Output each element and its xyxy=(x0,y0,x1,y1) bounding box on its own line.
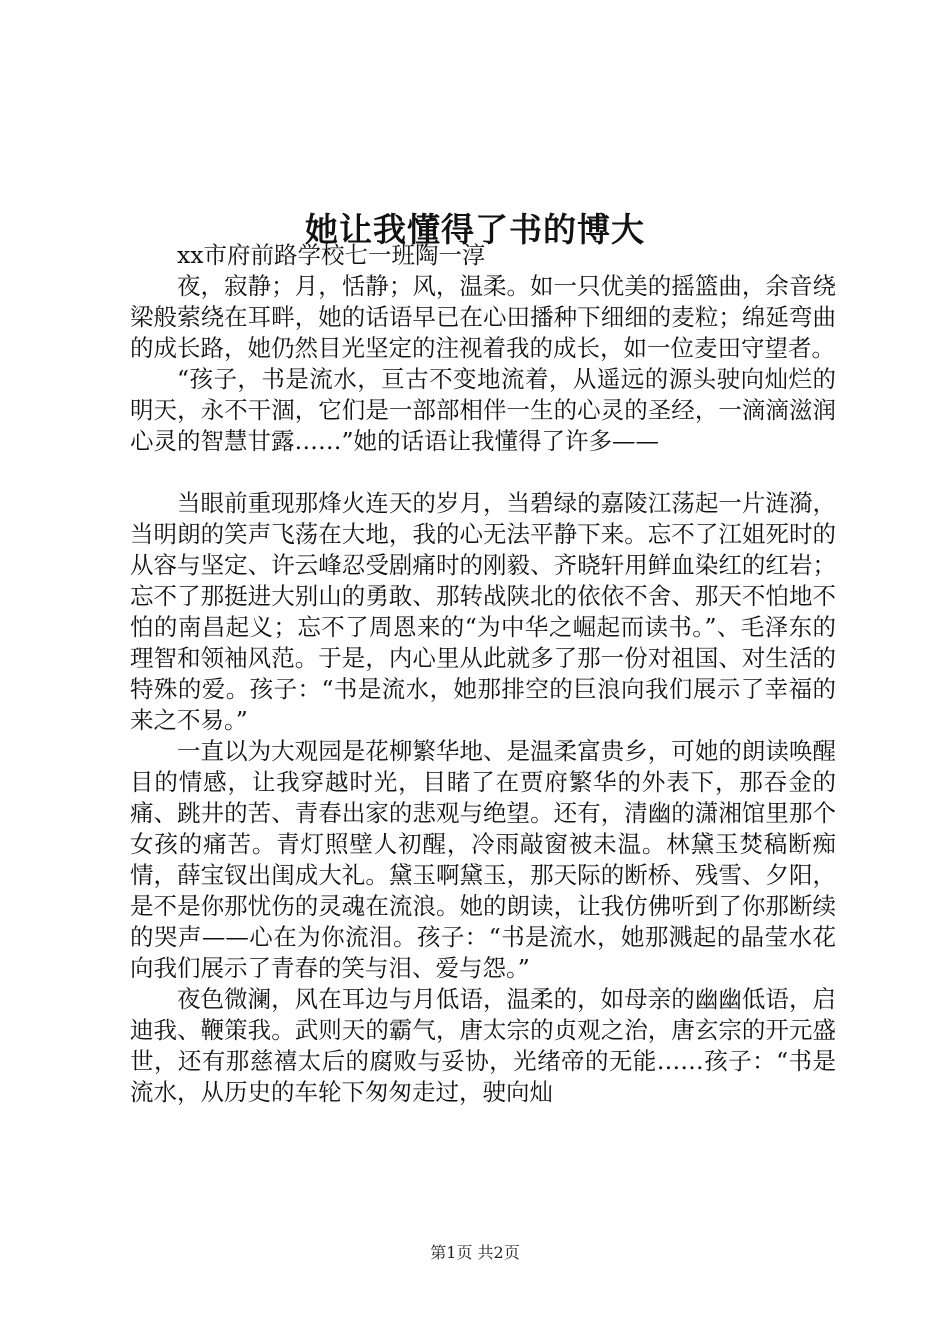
paragraph-2: “孩子，书是流水，亘古不变地流着，从遥远的源头驶向灿烂的明天，永不干涸，它们是一部部相伴一生的心灵的圣经，一滴滴滋润心灵的智慧甘露……”她的话语让我懂得了许多—— xyxy=(130,365,836,455)
paragraph-3: 当眼前重现那烽火连天的岁月，当碧绿的嘉陵江荡起一片涟漪，当明朗的笑声飞荡在大地，我的心无法平静下来。忘不了江姐死时的从容与坚定、许云峰忍受剧痛时的刚毅、齐晓轩用鲜血染红的红岩；忘不了那挺进大别山的勇敢、那转战陕北的依依不舍、那天不怕地不怕的南昌起义；忘不了周恩来的“为中华之崛起而读书。”、毛泽东的理智和领袖风范。于是，内心里从此就多了那一份对祖国、对生活的特殊的爱。孩子：“书是流水，她那排空的巨浪向我们展示了幸福的来之不易。” xyxy=(130,489,836,734)
paragraph-1: 夜，寂静；月，恬静；风，温柔。如一只优美的摇篮曲，余音绕梁般萦绕在耳畔，她的话语早已在心田播种下细细的麦粒；绵延弯曲的成长路，她仍然目光坚定的注视着我的成长，如一位麦田守望者。 xyxy=(130,272,836,362)
document-body xyxy=(130,240,836,1108)
document-title: 她让我懂得了书的博大 xyxy=(305,210,645,250)
page-footer: 第1页 共2页 xyxy=(430,1243,520,1262)
paragraph-4: 一直以为大观园是花柳繁华地、是温柔富贵乡，可她的朗读唤醒目的情感，让我穿越时光，目睹了在贾府繁华的外表下，那吞金的痛、跳井的苦、青春出家的悲观与绝望。还有，清幽的潇湘馆里那个女孩的痛苦。青灯照壁人初醒，冷雨敲窗被未温。林黛玉焚稿断痴情，薛宝钗出闺成大礼。黛玉啊黛玉，那天际的断桥、残雪、夕阳，是不是你那忧伤的灵魂在流浪。她的朗读，让我仿佛听到了你那断续的哭声——心在为你流泪。孩子：“书是流水，她那溅起的晶莹水花向我们展示了青春的笑与泪、爱与怨。” xyxy=(130,737,836,982)
author-byline: xx市府前路学校七一班陶一淳 xyxy=(177,241,486,269)
paragraph-5: 夜色微澜，风在耳边与月低语，温柔的，如母亲的幽幽低语，启迪我、鞭策我。武则天的霸气，唐太宗的贞观之治，唐玄宗的开元盛世，还有那慈禧太后的腐败与妥协，光绪帝的无能……孩子：“书是流水，从历史的车轮下匆匆走过，驶向灿 xyxy=(130,985,836,1106)
